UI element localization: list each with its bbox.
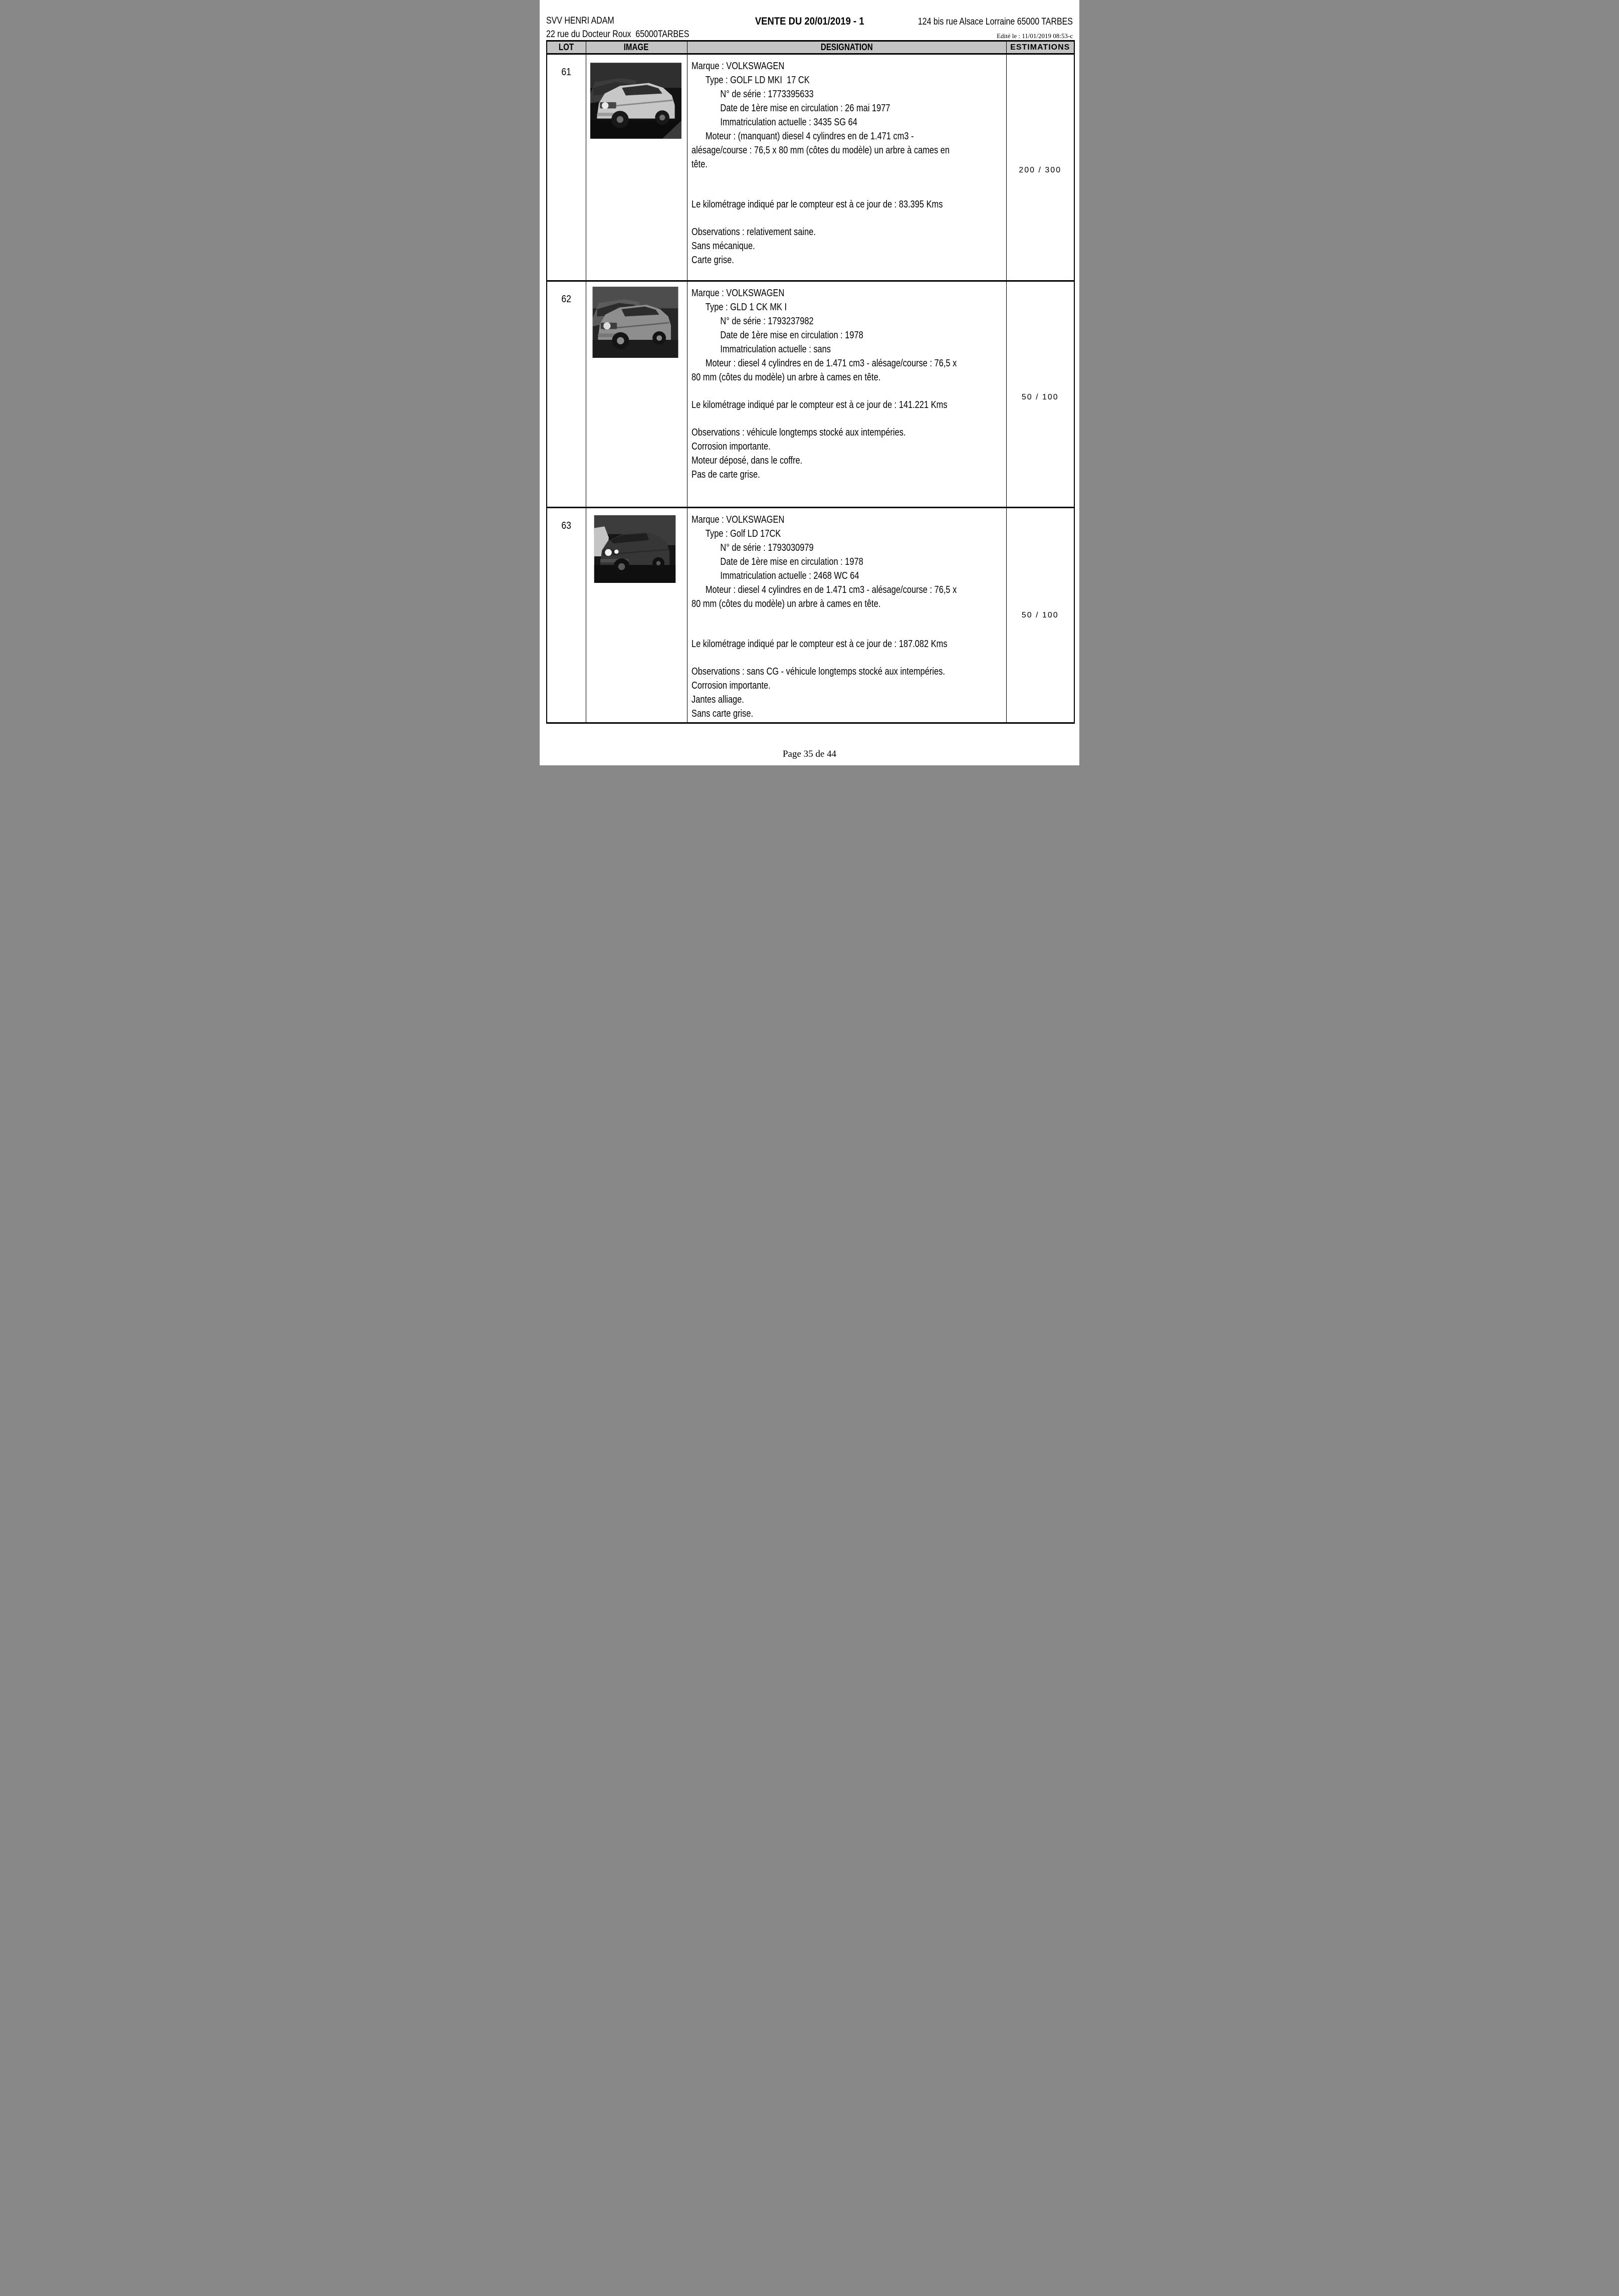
designation-line: Moteur : (manquant) diesel 4 cylindres en de 1.471 cm3 -: [705, 131, 914, 142]
designation-line: Sans carte grise.: [691, 708, 753, 719]
designation-line: tête.: [691, 159, 708, 170]
designation-line: Immatriculation actuelle : sans: [720, 344, 831, 355]
designation-line: Carte grise.: [691, 255, 734, 266]
lot-photo-cell: [586, 281, 687, 508]
designation-line: Date de 1ère mise en circulation : 26 mai 1977: [720, 103, 890, 114]
company-name: SVV HENRI ADAM: [546, 16, 614, 26]
designation-line: Moteur déposé, dans le coffre.: [691, 455, 802, 466]
designation-line: N° de série : 1773395633: [720, 89, 814, 100]
lot-photo-61: [590, 63, 681, 139]
designation-line: Jantes alliage.: [691, 694, 744, 705]
lot-number: 63: [561, 520, 572, 531]
lot-number: 62: [561, 294, 572, 305]
column-header-lot: LOT: [547, 41, 586, 54]
designation-line: N° de série : 1793030979: [720, 542, 814, 553]
lots-table: [546, 40, 1075, 724]
designation-line: alésage/course : 76,5 x 80 mm (côtes du modèle) un arbre à cames en: [691, 145, 950, 156]
edited-date: Edité le : 11/01/2019 08:53-c: [997, 32, 1073, 40]
estimation-cell: [1006, 54, 1074, 281]
designation-line: Observations : relativement saine.: [691, 227, 816, 238]
designation-line: Observations : véhicule longtemps stocké aux intempéries.: [691, 427, 906, 438]
designation-line: Date de 1ère mise en circulation : 1978: [720, 556, 863, 567]
page-header: [546, 14, 1073, 39]
estimation-cell: [1006, 281, 1074, 508]
designation-line: Pas de carte grise.: [691, 469, 760, 480]
designation-line: Le kilométrage indiqué par le compteur est à ce jour de : 83.395 Kms: [691, 199, 943, 210]
designation-line: Le kilométrage indiqué par le compteur est à ce jour de : 141.221 Kms: [691, 399, 948, 410]
designation-line: Marque : VOLKSWAGEN: [691, 514, 784, 525]
lot-number-cell: [547, 281, 586, 508]
lot-photo-cell: [586, 54, 687, 281]
designation-cell: [687, 54, 1006, 281]
designation-line: Moteur : diesel 4 cylindres en de 1.471 cm3 - alésage/course : 76,5 x: [705, 584, 957, 595]
designation-cell: [687, 508, 1006, 723]
designation-line: Corrosion importante.: [691, 441, 771, 452]
designation-line: Observations : sans CG - véhicule longtemps stocké aux intempéries.: [691, 666, 945, 677]
lot-number-cell: [547, 508, 586, 723]
designation-line: Type : GOLF LD MKI 17 CK: [705, 75, 810, 86]
designation-line: Type : GLD 1 CK MK I: [705, 302, 787, 313]
designation-cell: [687, 281, 1006, 508]
lot-number-cell: [547, 54, 586, 281]
column-header-designation: DESIGNATION: [687, 41, 1006, 54]
designation-line: 80 mm (côtes du modèle) un arbre à cames en tête.: [691, 372, 880, 383]
designation-line: Marque : VOLKSWAGEN: [691, 288, 784, 299]
designation-line: Moteur : diesel 4 cylindres en de 1.471 cm3 - alésage/course : 76,5 x: [705, 358, 957, 369]
lot-row-61: [547, 54, 1074, 281]
lot-row-63: [547, 508, 1074, 723]
estimation-value: 50 / 100: [1021, 392, 1059, 401]
company-address: 22 rue du Docteur Roux 65000TARBES: [546, 29, 689, 40]
table-header-row: [547, 41, 1074, 54]
page-footer: [540, 749, 1079, 760]
estimation-cell: [1006, 508, 1074, 723]
column-header-image: IMAGE: [586, 41, 687, 54]
designation-line: Marque : VOLKSWAGEN: [691, 61, 784, 72]
designation-line: Date de 1ère mise en circulation : 1978: [720, 330, 863, 341]
designation-line: Immatriculation actuelle : 2468 WC 64: [720, 570, 859, 581]
sale-address: 124 bis rue Alsace Lorraine 65000 TARBES: [917, 17, 1073, 27]
designation-line: 80 mm (côtes du modèle) un arbre à cames en tête.: [691, 598, 880, 609]
sale-info-block: [888, 15, 1073, 40]
designation-line: Type : Golf LD 17CK: [705, 528, 781, 539]
lot-photo-cell: [586, 508, 687, 723]
estimation-value: 50 / 100: [1021, 610, 1059, 619]
estimation-value: 200 / 300: [1019, 166, 1062, 174]
lot-row-62: [547, 281, 1074, 508]
designation-line: Immatriculation actuelle : 3435 SG 64: [720, 117, 857, 128]
lot-photo-62: [590, 287, 680, 358]
page-number: Page 35 de 44: [782, 749, 837, 759]
catalog-page: [540, 0, 1079, 765]
lot-number: 61: [561, 67, 572, 78]
lot-photo-63: [590, 515, 679, 583]
designation-line: Corrosion importante.: [691, 680, 771, 691]
designation-line: Sans mécanique.: [691, 241, 755, 252]
designation-line: N° de série : 1793237982: [720, 316, 814, 327]
sale-title: VENTE DU 20/01/2019 - 1: [755, 16, 864, 27]
column-header-estimations: ESTIMATIONS: [1006, 41, 1074, 54]
designation-line: Le kilométrage indiqué par le compteur est à ce jour de : 187.082 Kms: [691, 639, 948, 650]
